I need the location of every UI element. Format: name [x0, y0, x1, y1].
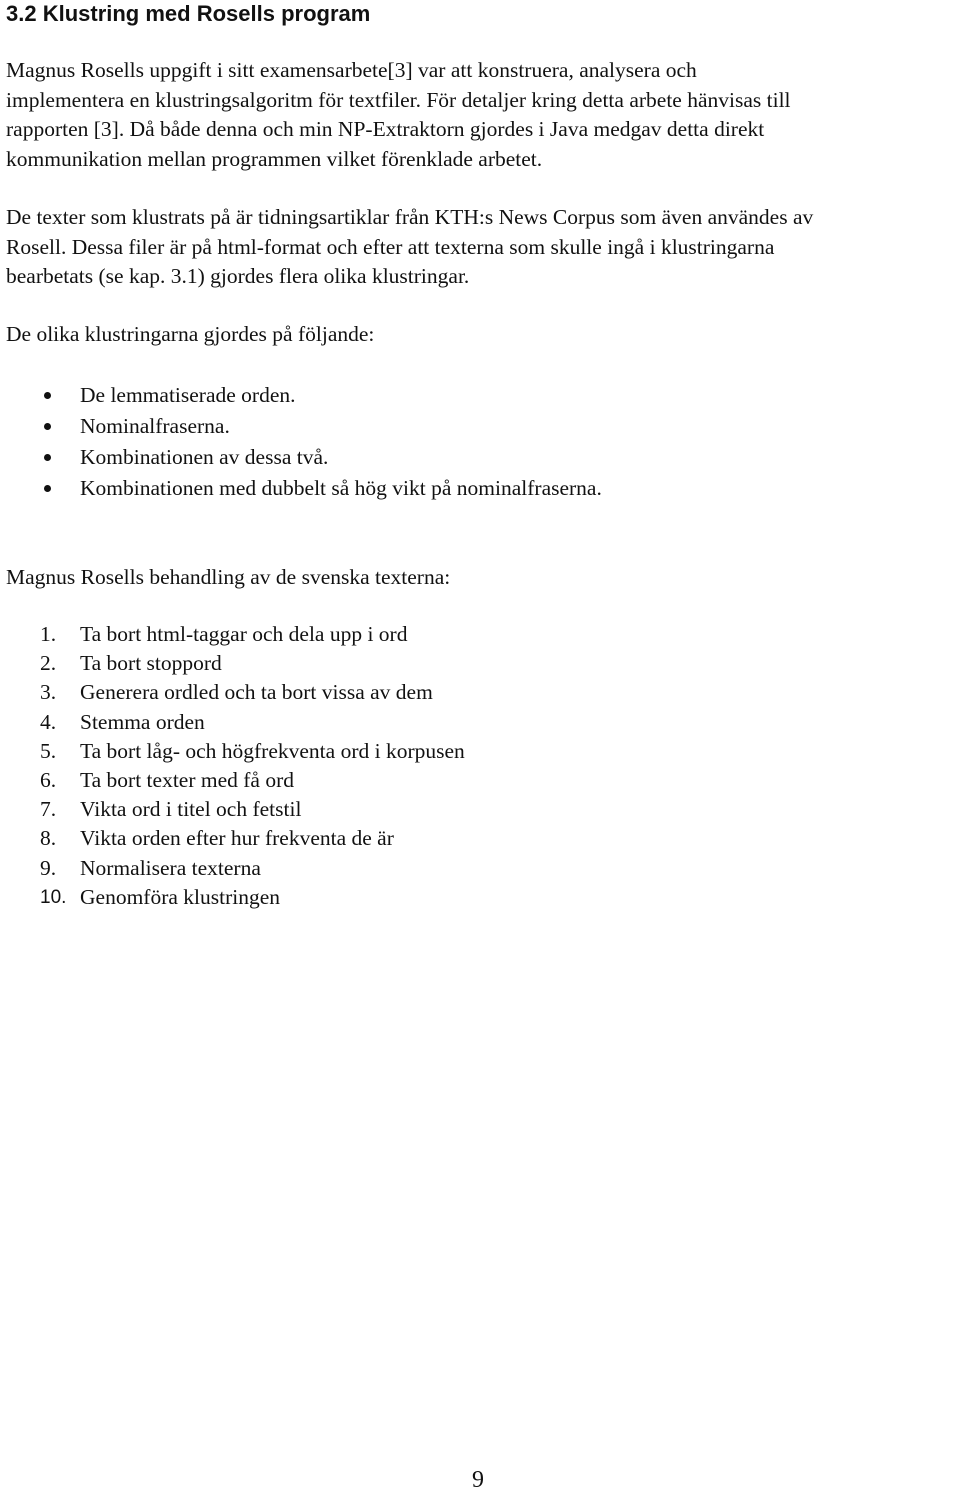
list-item-number: 6. — [40, 767, 57, 792]
list-item — [6, 824, 465, 853]
list-item-text: Generera ordled och ta bort vissa av dem — [80, 680, 433, 705]
list-item — [6, 737, 465, 766]
paragraph-corpus — [6, 203, 958, 292]
paragraph-line: De texter som klustrats på är tidningsartiklar från KTH:s News Corpus som även användes av — [6, 205, 814, 229]
paragraph-line: kommunikation mellan programmen vilket förenklade arbetet. — [6, 146, 543, 171]
list-item-text: Vikta ord i titel och fetstil — [80, 797, 302, 822]
section-heading: 3.2 Klustring med Rosells program — [6, 1, 371, 26]
processing-steps-list — [6, 620, 465, 912]
list-item-text: Kombinationen av dessa två. — [80, 445, 329, 469]
list-item-text: Kombinationen med dubbelt så hög vikt på nominalfraserna. — [80, 476, 602, 500]
list-item — [6, 473, 602, 504]
page-number: 9 — [472, 1467, 484, 1493]
list-item-text: Stemma orden — [80, 709, 205, 734]
list-item-text: Normalisera texterna — [80, 855, 261, 880]
list-item — [6, 620, 465, 649]
list-item-number: 7. — [40, 797, 57, 822]
list-item-number: 10. — [40, 886, 67, 908]
paragraph-line: Magnus Rosells uppgift i sitt examensarbete[3] var att konstruera, analysera och — [6, 58, 697, 82]
paragraph-line: Magnus Rosells behandling av de svenska texterna: — [6, 565, 451, 589]
list-item — [6, 883, 465, 912]
list-item-text: Ta bort stoppord — [80, 651, 222, 676]
paragraph-line: rapporten [3]. Då både denna och min NP-Extraktorn gjordes i Java medgav detta direkt — [6, 117, 765, 141]
list-item-number: 2. — [40, 651, 57, 676]
bullet-icon — [44, 392, 51, 399]
list-item — [6, 411, 602, 442]
paragraph-processing-intro — [6, 563, 958, 593]
list-item-text: Ta bort texter med få ord — [80, 767, 295, 792]
list-item — [6, 766, 465, 795]
paragraph-intro — [6, 56, 958, 174]
list-item-number: 5. — [40, 738, 57, 763]
list-item-text: Ta bort låg- och högfrekventa ord i korpusen — [80, 738, 465, 763]
paragraph-clusterings-intro — [6, 320, 958, 350]
paragraph-line: De olika klustringarna gjordes på följande: — [6, 322, 375, 346]
list-item — [6, 795, 465, 824]
list-item-text: Nominalfraserna. — [80, 414, 230, 438]
list-item-text: Vikta orden efter hur frekventa de är — [80, 826, 394, 851]
list-item-text: De lemmatiserade orden. — [80, 383, 296, 407]
list-item — [6, 678, 465, 707]
bullet-icon — [44, 454, 51, 461]
list-item-number: 4. — [40, 709, 57, 734]
list-item — [6, 854, 465, 883]
clustering-bullet-list — [6, 380, 602, 504]
list-item — [6, 442, 602, 473]
list-item — [6, 380, 602, 411]
bullet-icon — [44, 485, 51, 492]
list-item-number: 3. — [40, 680, 57, 705]
list-item — [6, 649, 465, 678]
paragraph-line: Rosell. Dessa filer är på html-format och efter att texterna som skulle ingå i klustringarna — [6, 234, 775, 259]
list-item-text: Ta bort html-taggar och dela upp i ord — [80, 622, 408, 646]
paragraph-line: bearbetats (se kap. 3.1) gjordes flera olika klustringar. — [6, 264, 470, 288]
list-item-number: 9. — [40, 855, 57, 880]
list-item — [6, 708, 465, 737]
paragraph-line: implementera en klustringsalgoritm för textfiler. För detaljer kring detta arbete hänvisas till — [6, 87, 791, 112]
list-item-text: Genomföra klustringen — [80, 884, 281, 909]
bullet-icon — [44, 423, 51, 430]
list-item-number: 8. — [40, 826, 57, 851]
list-item-number: 1. — [40, 622, 57, 646]
